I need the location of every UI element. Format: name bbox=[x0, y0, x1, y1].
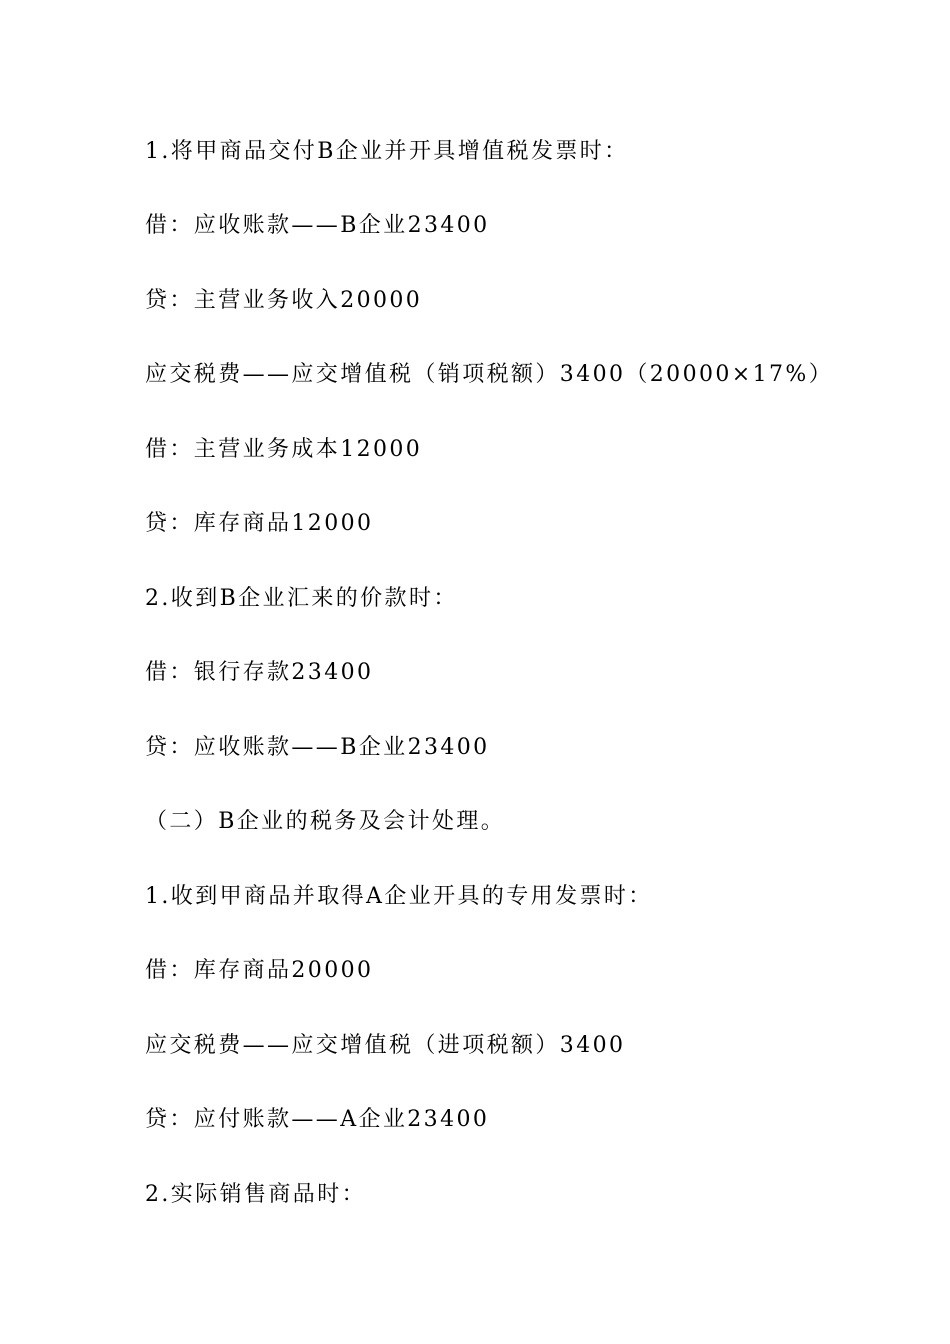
text-line: 1.将甲商品交付B企业并开具增值税发票时： bbox=[145, 139, 629, 164]
text-line: 借：主营业务成本12000 bbox=[145, 437, 423, 462]
text-line: 2.实际销售商品时： bbox=[145, 1182, 366, 1207]
text-line: 借：库存商品20000 bbox=[145, 958, 374, 983]
text-line: 2.收到B企业汇来的价款时： bbox=[145, 586, 458, 611]
text-line: 贷：应付账款——A企业23400 bbox=[145, 1107, 490, 1132]
section-heading: （二）B企业的税务及会计处理。 bbox=[145, 809, 506, 834]
text-line: 贷：库存商品12000 bbox=[145, 511, 374, 536]
text-line: 应交税费——应交增值税（销项税额）3400（20000×17%） bbox=[145, 362, 834, 387]
text-line: 贷：应收账款——B企业23400 bbox=[145, 735, 490, 760]
text-line: 应交税费——应交增值税（进项税额）3400 bbox=[145, 1033, 626, 1058]
text-line: 1.收到甲商品并取得A企业开具的专用发票时： bbox=[145, 884, 653, 909]
text-line: 借：应收账款——B企业23400 bbox=[145, 213, 490, 238]
text-line: 贷：主营业务收入20000 bbox=[145, 288, 423, 313]
text-line: 借：银行存款23400 bbox=[145, 660, 374, 685]
